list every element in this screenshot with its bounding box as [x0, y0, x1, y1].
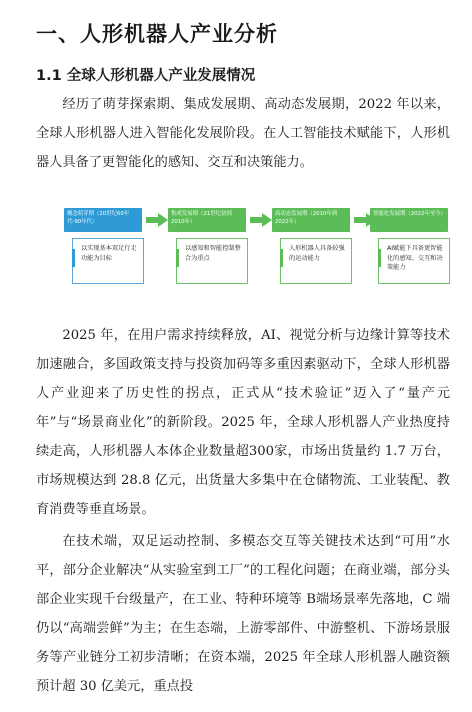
chapter-heading: 一、人形机器人产业分析 [36, 22, 278, 46]
stage-2-header: 集成发展期（21世纪初到2010年） [168, 208, 246, 232]
stage-1 [64, 208, 142, 262]
arrow-right-icon [250, 213, 272, 227]
stage-3-description: 人形机器人具备较强的运动能力 [280, 238, 352, 284]
section-heading: 1.1 全球人形机器人产业发展情况 [36, 68, 256, 84]
stage-1-header: 概念萌芽期（20世纪60年代-90年代） [64, 208, 142, 232]
stage-3-header: 高动态发展期（2010年到2022年） [272, 208, 350, 232]
paragraph-intro: 经历了萌芽探索期、集成发展期、高动态发展期，2022 年以来，全球人形机器人进入智能化发展阶段。在人工智能技术赋能下，人形机器人具备了更智能化的感知、交互和决策能力。 [36, 97, 450, 170]
stage-2-description: 以感知和智能控制整合为重点 [176, 238, 248, 284]
stage-1-description: 以实现基本双足行走功能为目标 [72, 238, 144, 284]
stage-4 [370, 208, 448, 271]
stage-4-description: AI赋能下具备更智能化的感知、交互和决策能力 [378, 238, 450, 284]
stage-3 [272, 208, 350, 262]
development-stages-diagram [64, 208, 450, 290]
stage-4-header: 智能化发展期（2022年至今） [370, 208, 448, 232]
paragraph-2025-market: 2025 年，在用户需求持续释放，AI、视觉分析与边缘计算等技术加速融合，多国政策支持与投资加码等多重因素驱动下，全球人形机器人产业迎来了历史性的拐点，正式从“技术验证”迈入了“量产元年”与“场景商业化”的新阶段。2025 年，全球人形机器人产业热度持续走高，人形机器人本体企业数量超300家，市场出货量约 1.7 万台，市场规模达到 28.8 亿元，出货量大多集中在仓储物流、工业装配、教育消费等垂直场景。 [36, 328, 450, 517]
paragraph-industry-ends: 在技术端，双足运动控制、多模态交互等关键技术达到“可用”水平，部分企业解决“从实验室到工厂”的工程化问题；在商业端，部分头部企业实现千台级量产，在工业、特种环境等 B端场景率先落地，C 端仍以“高端尝鲜”为主；在生态端，上游零部件、中游整机、下游场景服务等产业链分工初步清晰；在资本端，2025 年全球人形机器人融资额预计超 30 亿美元，重点投 [36, 534, 450, 694]
arrow-right-icon [146, 213, 168, 227]
stage-2 [168, 208, 246, 262]
